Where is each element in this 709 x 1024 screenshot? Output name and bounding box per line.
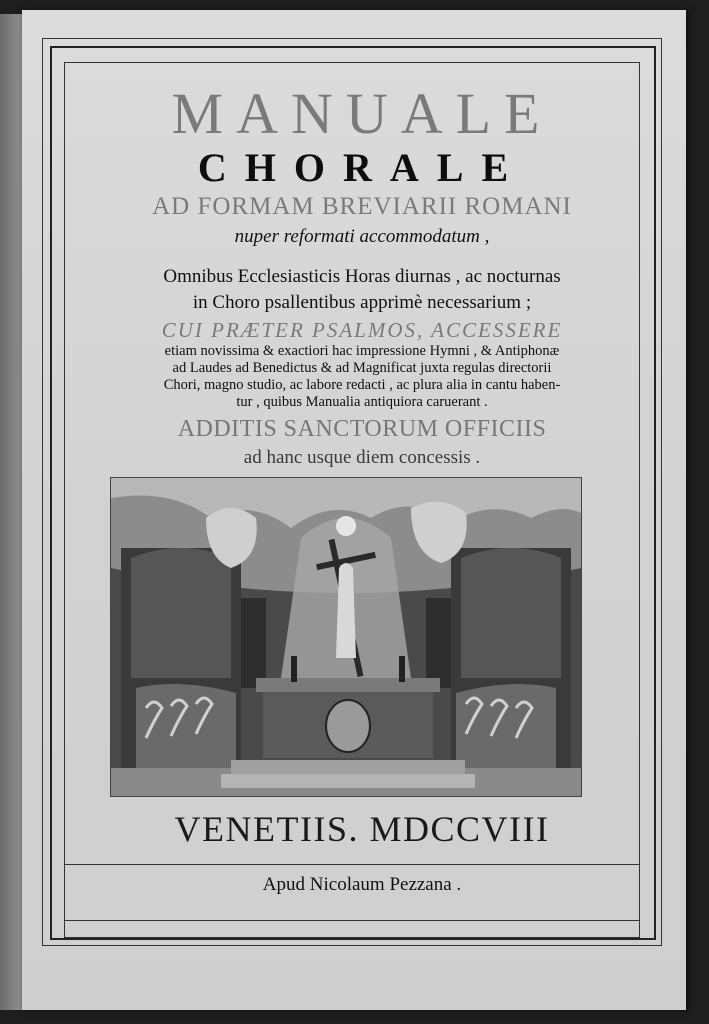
rule-below-publisher	[64, 920, 640, 921]
title-manuale: MANUALE	[171, 81, 553, 146]
line-nuper: nuper reformati accommodatum ,	[234, 226, 490, 247]
title-page	[22, 10, 686, 1010]
line-ad-hanc: ad hanc usque diem concessis .	[243, 447, 481, 468]
paragraph-line: ad Laudes ad Benedictus & ad Magnificat juxta regulas directorii	[172, 360, 552, 376]
line-in-choro: in Choro psallentibus apprimè necessarium ;	[192, 292, 532, 313]
line-additis: ADDITIS SANCTORUM OFFICIIS	[177, 416, 547, 442]
engraving-altar-crucifixion	[110, 477, 582, 797]
publisher-line: Apud Nicolaum Pezzana .	[262, 874, 462, 895]
paragraph-line: etiam novissima & exactiori hac impressione Hymni , & Antiphonæ	[164, 343, 560, 359]
line-ad-formam: AD FORMAM BREVIARII ROMANI	[152, 193, 572, 220]
engraving-illustration	[111, 478, 581, 796]
paragraph-line: Chori, magno studio, ac labore redacti , ac plura alia in cantu haben-	[163, 377, 561, 393]
paragraph-line: tur , quibus Manualia antiquiora caruerant .	[236, 394, 488, 410]
line-omnibus: Omnibus Ecclesiasticis Horas diurnas , ac nocturnas	[163, 266, 561, 287]
rule-above-publisher	[64, 864, 640, 865]
title-chorale: CHORALE	[197, 145, 527, 190]
line-cui-praeter: CUI PRÆTER PSALMOS, ACCESSERE	[161, 318, 563, 342]
imprint-place-date: VENETIIS. MDCCVIII	[174, 809, 550, 849]
